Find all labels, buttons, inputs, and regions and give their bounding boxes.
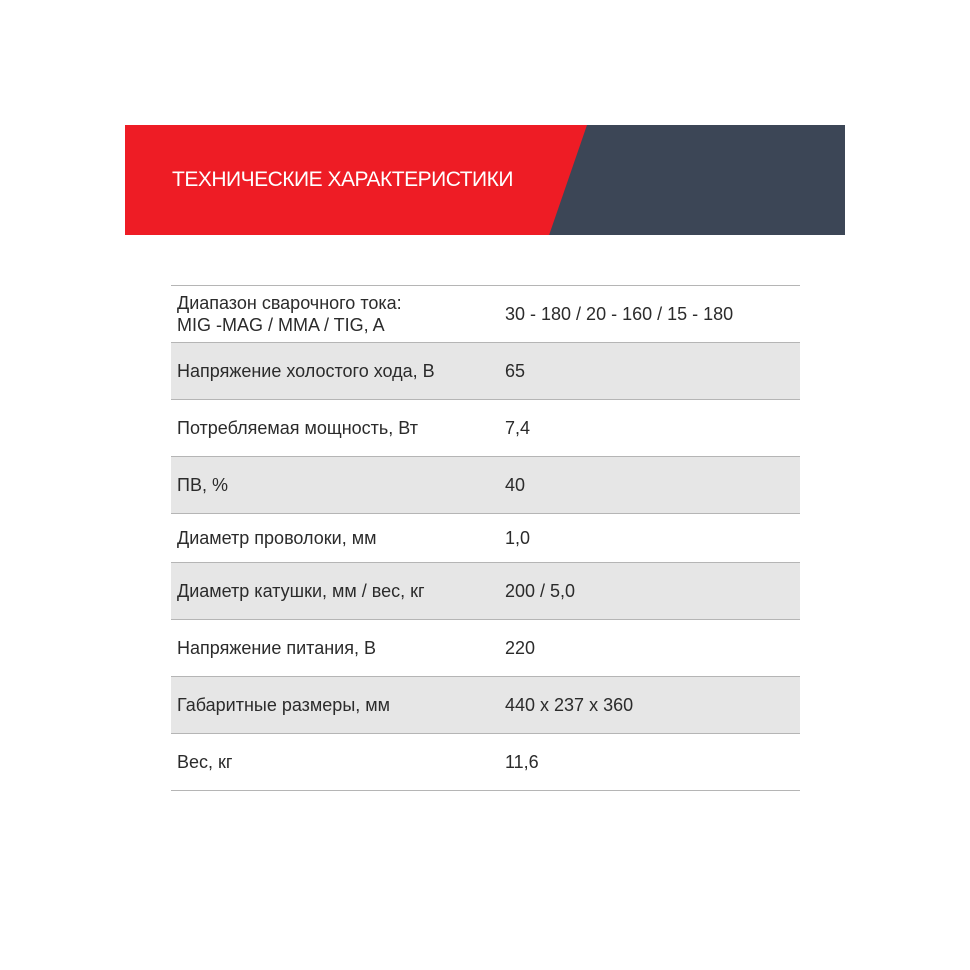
spec-value: 7,4 [505, 418, 531, 438]
table-row [171, 343, 800, 400]
spec-label: Габаритные размеры, мм [177, 695, 391, 715]
spec-label: Потребляемая мощность, Вт [177, 418, 418, 438]
spec-value: 30 - 180 / 20 - 160 / 15 - 180 [505, 304, 734, 324]
spec-value: 220 [505, 638, 536, 658]
spec-label: ПВ, % [177, 475, 228, 495]
spec-label: Вес, кг [177, 752, 233, 772]
table-row [171, 620, 800, 677]
spec-value: 1,0 [505, 528, 531, 548]
table-row [171, 677, 800, 734]
table-row [171, 514, 800, 563]
table-row [171, 286, 800, 343]
spec-value: 200 / 5,0 [505, 581, 576, 601]
specs-table [171, 285, 800, 791]
spec-value: 65 [505, 361, 526, 381]
table-row [171, 734, 800, 791]
spec-label: Напряжение холостого хода, В [177, 361, 435, 381]
spec-value: 40 [505, 475, 526, 495]
spec-value: 440 х 237 х 360 [505, 695, 634, 715]
spec-label: Диаметр катушки, мм / вес, кг [177, 581, 425, 601]
spec-value: 11,6 [505, 752, 539, 772]
spec-label: Диаметр проволоки, мм [177, 528, 377, 548]
table-row [171, 563, 800, 620]
spec-label: Диапазон сварочного тока: MIG -MAG / MMA / TIG, A [177, 293, 402, 335]
header-banner [125, 125, 845, 235]
table-row [171, 400, 800, 457]
page-title: ТЕХНИЧЕСКИЕ ХАРАКТЕРИСТИКИ [172, 168, 513, 191]
spec-label: Напряжение питания, В [177, 638, 376, 658]
table-row [171, 457, 800, 514]
